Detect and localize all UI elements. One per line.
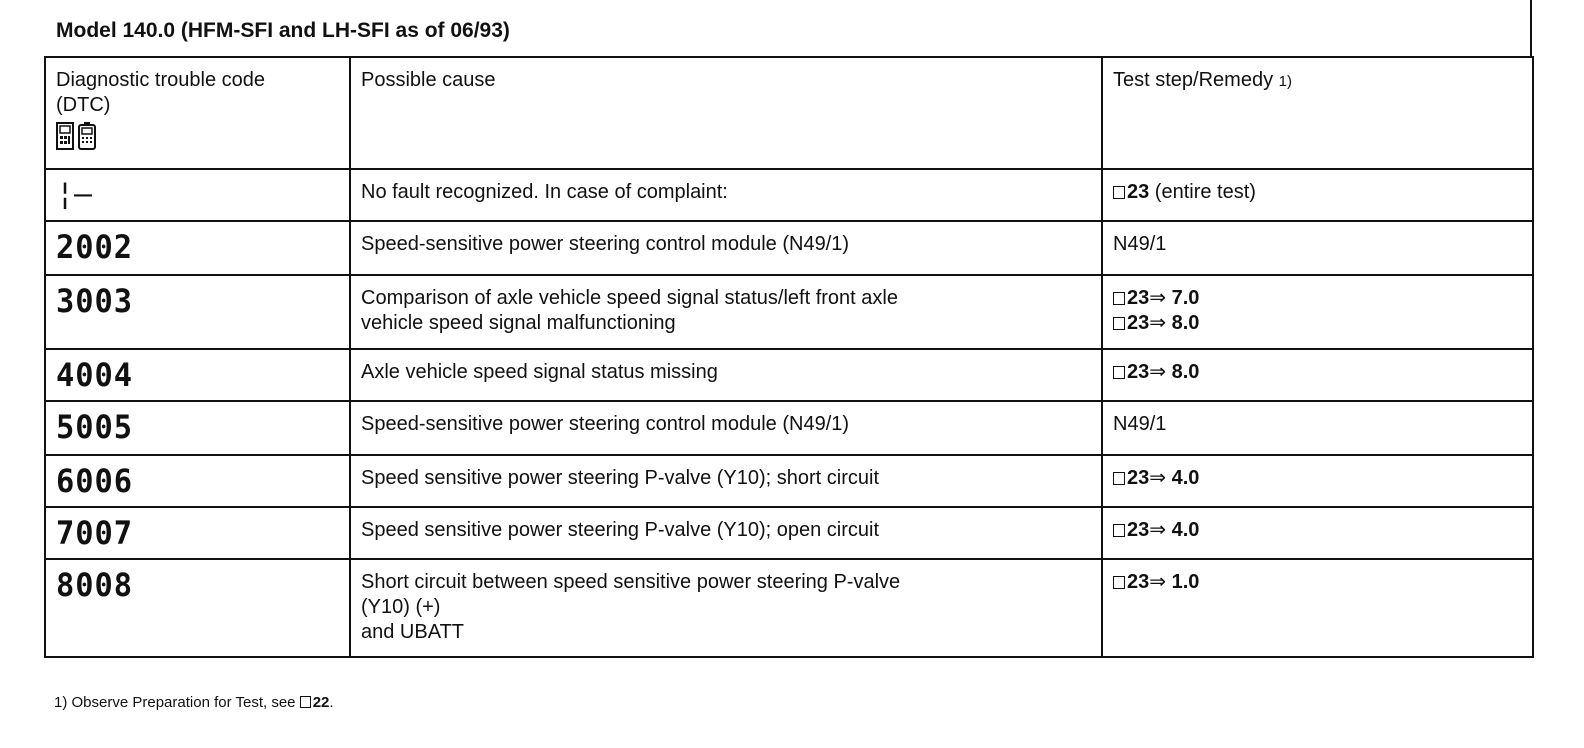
remedy-cell	[1102, 275, 1533, 349]
manual-reference-icon	[1113, 366, 1125, 379]
dtc-code-value: 8008	[56, 566, 134, 604]
cause-cell: Speed-sensitive power steering control module (N49/1)	[350, 401, 1102, 455]
footnote-text: 1) Observe Preparation for Test, see	[54, 694, 300, 711]
remedy-step	[1113, 286, 1522, 311]
dtc-code	[45, 507, 350, 559]
manual-reference-icon	[1113, 576, 1125, 589]
arrow-icon: ⇒	[1149, 467, 1167, 489]
hand-held-tester-icon	[78, 122, 96, 150]
cause-line: (Y10) (+)	[361, 596, 441, 618]
cause-line: and UBATT	[361, 621, 464, 643]
remedy-cell: N49/1	[1102, 221, 1533, 275]
remedy-cell	[1102, 169, 1533, 221]
dtc-code-value: 6006	[56, 462, 134, 500]
remedy-cell	[1102, 455, 1533, 507]
dtc-table	[44, 56, 1534, 658]
remedy-ref: 23	[1127, 181, 1150, 203]
dtc-code	[45, 275, 350, 349]
remedy-cell: N49/1	[1102, 401, 1533, 455]
dtc-code	[45, 455, 350, 507]
table-row	[45, 401, 1533, 455]
manual-reference-icon	[1113, 317, 1125, 330]
remedy-step-number: 1.0	[1171, 571, 1200, 593]
table-row	[45, 507, 1533, 559]
dtc-code-value: 2002	[56, 228, 134, 266]
remedy-step-number: 4.0	[1171, 519, 1200, 541]
footnote	[54, 694, 334, 711]
dtc-code-value: 7007	[56, 514, 134, 552]
manual-reference-icon	[1113, 472, 1125, 485]
table-header-row	[45, 57, 1533, 169]
manual-reference-icon	[1113, 186, 1125, 199]
cause-line: vehicle speed signal malfunctioning	[361, 312, 676, 334]
header-dtc-line2: (DTC)	[56, 94, 111, 116]
dtc-code	[45, 401, 350, 455]
remedy-step-number: 8.0	[1171, 361, 1200, 383]
cause-cell	[350, 275, 1102, 349]
dtc-code	[45, 169, 350, 221]
table-row	[45, 221, 1533, 275]
manual-reference-icon	[1113, 292, 1125, 305]
remedy-ref: 23	[1127, 287, 1150, 309]
cause-cell: Axle vehicle speed signal status missing	[350, 349, 1102, 401]
remedy-ref: 23	[1127, 312, 1150, 334]
cause-cell: Speed sensitive power steering P-valve (Y10); open circuit	[350, 507, 1102, 559]
header-cause: Possible cause	[350, 57, 1102, 169]
dtc-code	[45, 559, 350, 657]
remedy-step-number: 7.0	[1171, 287, 1200, 309]
remedy-cell	[1102, 559, 1533, 657]
header-remedy	[1102, 57, 1533, 169]
table-row	[45, 169, 1533, 221]
remedy-step-number: 8.0	[1171, 312, 1200, 334]
dtc-code-value: 4004	[56, 356, 134, 394]
arrow-icon: ⇒	[1149, 361, 1167, 383]
remedy-ref: 23	[1127, 571, 1150, 593]
cause-cell: Speed-sensitive power steering control module (N49/1)	[350, 221, 1102, 275]
arrow-icon: ⇒	[1149, 519, 1167, 541]
table-row	[45, 349, 1533, 401]
diagnostic-tester-icon	[56, 122, 74, 150]
arrow-icon: ⇒	[1149, 287, 1167, 309]
remedy-step-number: 4.0	[1171, 467, 1200, 489]
header-dtc-line1: Diagnostic trouble code	[56, 69, 266, 91]
cause-cell: No fault recognized. In case of complaint:	[350, 169, 1102, 221]
dtc-code-value: 5005	[56, 408, 134, 446]
remedy-step	[1113, 311, 1522, 336]
footnote-end: .	[329, 694, 334, 711]
dtc-code	[45, 349, 350, 401]
table-row	[45, 275, 1533, 349]
cause-cell: Speed sensitive power steering P-valve (Y10); short circuit	[350, 455, 1102, 507]
cause-line: Short circuit between speed sensitive power steering P-valve	[361, 571, 901, 593]
manual-reference-icon	[1113, 524, 1125, 537]
header-remedy-label: Test step/Remedy	[1113, 69, 1274, 91]
table-row	[45, 455, 1533, 507]
remedy-ref: 23	[1127, 467, 1150, 489]
cause-cell	[350, 559, 1102, 657]
manual-reference-icon	[300, 696, 311, 708]
dtc-code-value: 3003	[56, 282, 134, 320]
table-title: Model 140.0 (HFM-SFI and LH-SFI as of 06/93)	[56, 19, 510, 42]
remedy-ref: 23	[1127, 519, 1150, 541]
footnote-ref: 22	[312, 694, 330, 711]
remedy-ref: 23	[1127, 361, 1150, 383]
remedy-text: (entire test)	[1149, 181, 1256, 203]
header-dtc	[45, 57, 350, 169]
cause-line: Comparison of axle vehicle speed signal status/left front axle	[361, 287, 898, 309]
arrow-icon: ⇒	[1149, 312, 1167, 334]
header-remedy-footnote-mark: 1)	[1278, 73, 1292, 90]
remedy-cell	[1102, 349, 1533, 401]
table-row	[45, 559, 1533, 657]
arrow-icon: ⇒	[1149, 571, 1167, 593]
dtc-code	[45, 221, 350, 275]
remedy-cell	[1102, 507, 1533, 559]
dtc-code-value: ¦–	[56, 177, 93, 212]
